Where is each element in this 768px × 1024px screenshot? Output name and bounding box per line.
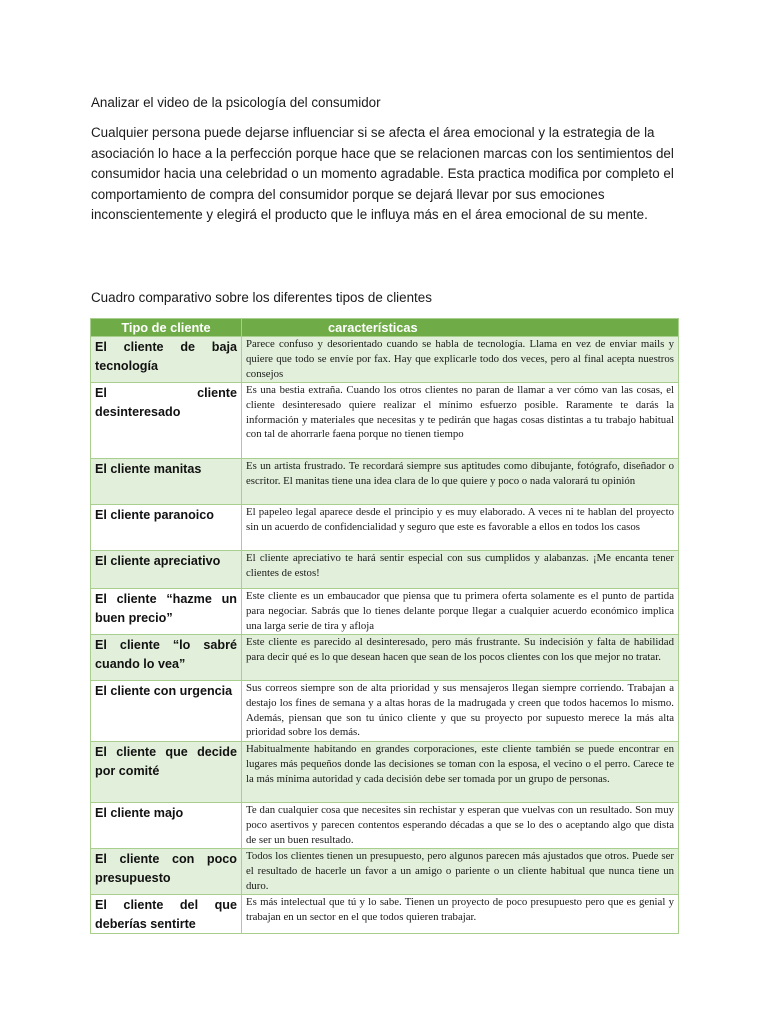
client-type-cell: El cliente “hazme un buen precio”	[91, 589, 242, 635]
header-tipo-de-cliente: Tipo de cliente	[91, 319, 242, 337]
client-type-cell: El cliente con urgencia	[91, 681, 242, 742]
client-description-cell: Es un artista frustrado. Te recordará siempre sus aptitudes como dibujante, fotógrafo, diseñador o escritor. El manitas tiene una idea clara de lo que quiere y poco o nada valorará tu opinión	[242, 459, 679, 505]
table-row	[91, 895, 679, 934]
client-description-cell: Habitualmente habitando en grandes corporaciones, este cliente también se puede encontrar en lugares más pequeños donde las decisiones se toman con la esposa, el vecino o el perro. Carece te la más mínima autoridad y cada decisión debe ser tomada por un grupo de personas.	[242, 742, 679, 803]
table-row	[91, 849, 679, 895]
table-row	[91, 681, 679, 742]
table-row	[91, 383, 679, 459]
client-type-cell: El cliente apreciativo	[91, 551, 242, 589]
client-type-cell: El cliente “lo sabré cuando lo vea”	[91, 635, 242, 681]
client-description-cell: Es más intelectual que tú y lo sabe. Tienen un proyecto de poco presupuesto pero que es genial y trabajan en un sector en el que todos quieren trabajar.	[242, 895, 679, 934]
client-type-cell: El cliente majo	[91, 803, 242, 849]
table-row	[91, 589, 679, 635]
table-row	[91, 803, 679, 849]
table-header-row	[91, 319, 679, 337]
client-description-cell: Es una bestia extraña. Cuando los otros clientes no paran de llamar a ver cómo van las cosas, el cliente desinteresado quiere realizar el mínimo esfuerzo posible. Raramente te darás la información y materiales que necesitas y te pedirán que hagas cosas distintas a tu trabajo habitual con tal de ahorrarle faena porque no tienen tiempo	[242, 383, 679, 459]
table-row	[91, 742, 679, 803]
client-description-cell: Te dan cualquier cosa que necesites sin rechistar y esperan que vuelvas con un resultado. Son muy poco asertivos y parecen contentos esperando décadas a que se lo des o aceptando algo que dista de ser un buen resultado.	[242, 803, 679, 849]
client-type-cell: El cliente con poco presupuesto	[91, 849, 242, 895]
client-type-cell: El cliente de baja tecnología	[91, 337, 242, 383]
table-row	[91, 635, 679, 681]
table-row	[91, 459, 679, 505]
table-row	[91, 505, 679, 551]
page-heading: Analizar el video de la psicología del consumidor	[91, 95, 381, 110]
client-description-cell: Todos los clientes tienen un presupuesto, pero algunos parecen más ajustados que otros. Puede ser el resultado de hacerle un favor a un amigo o pariente o un cliente habitual que nunca tiene un duro.	[242, 849, 679, 895]
client-type-cell: El cliente que decide por comité	[91, 742, 242, 803]
client-description-cell: Este cliente es parecido al desinteresado, pero más frustrante. Su indecisión y falta de habilidad para decir qué es lo que desean hacen que sean de los pocos clientes con los que mejor no tratar.	[242, 635, 679, 681]
client-description-cell: Sus correos siempre son de alta prioridad y sus mensajeros llegan siempre corriendo. Trabajan a destajo los fines de semana y a altas horas de la madrugada y creen que todos hacemos lo mismo. Además, piensan que son tu único cliente y que su proyecto por supuesto merece la más alta prioridad sobre los demás.	[242, 681, 679, 742]
client-type-cell: El cliente paranoico	[91, 505, 242, 551]
header-caracteristicas: características	[242, 319, 679, 337]
client-description-cell: Este cliente es un embaucador que piensa que tu primera oferta solamente es el punto de partida para negociar. Sabrás que lo tienes delante porque llegar a cualquier acuerdo económico implica una larga serie de tira y afloja	[242, 589, 679, 635]
client-type-cell: El cliente desinteresado	[91, 383, 242, 459]
table-row	[91, 337, 679, 383]
client-type-cell: El cliente manitas	[91, 459, 242, 505]
table-title: Cuadro comparativo sobre los diferentes tipos de clientes	[91, 290, 432, 305]
client-type-cell: El cliente del que deberías sentirte	[91, 895, 242, 934]
client-description-cell: Parece confuso y desorientado cuando se habla de tecnología. Llama en vez de enviar mails y quiere que todo se envíe por fax. Hay que explicarle todo dos veces, pero al final acepta nuestros consejos	[242, 337, 679, 383]
table-row	[91, 551, 679, 589]
comparison-table	[90, 318, 679, 934]
client-description-cell: El papeleo legal aparece desde el principio y es muy elaborado. A veces ni te hablan del proyecto sin un acuerdo de confidencialidad y seguro que este es favorable a ellos en todos los casos	[242, 505, 679, 551]
client-description-cell: El cliente apreciativo te hará sentir especial con sus cumplidos y alabanzas. ¡Me encanta tener clientes de estos!	[242, 551, 679, 589]
body-paragraph: Cualquier persona puede dejarse influenciar si se afecta el área emocional y la estrategia de la asociación lo hace a la perfección porque hace que se relacionen marcas con los sentimientos del consumidor hacia una celebridad o un momento agradable. Esta practica modifica por completo el comportamiento de compra del consumidor porque se dejará llevar por sus emociones inconscientemente y elegirá el producto que le influya más en el área emocional de su mente.	[91, 125, 674, 223]
